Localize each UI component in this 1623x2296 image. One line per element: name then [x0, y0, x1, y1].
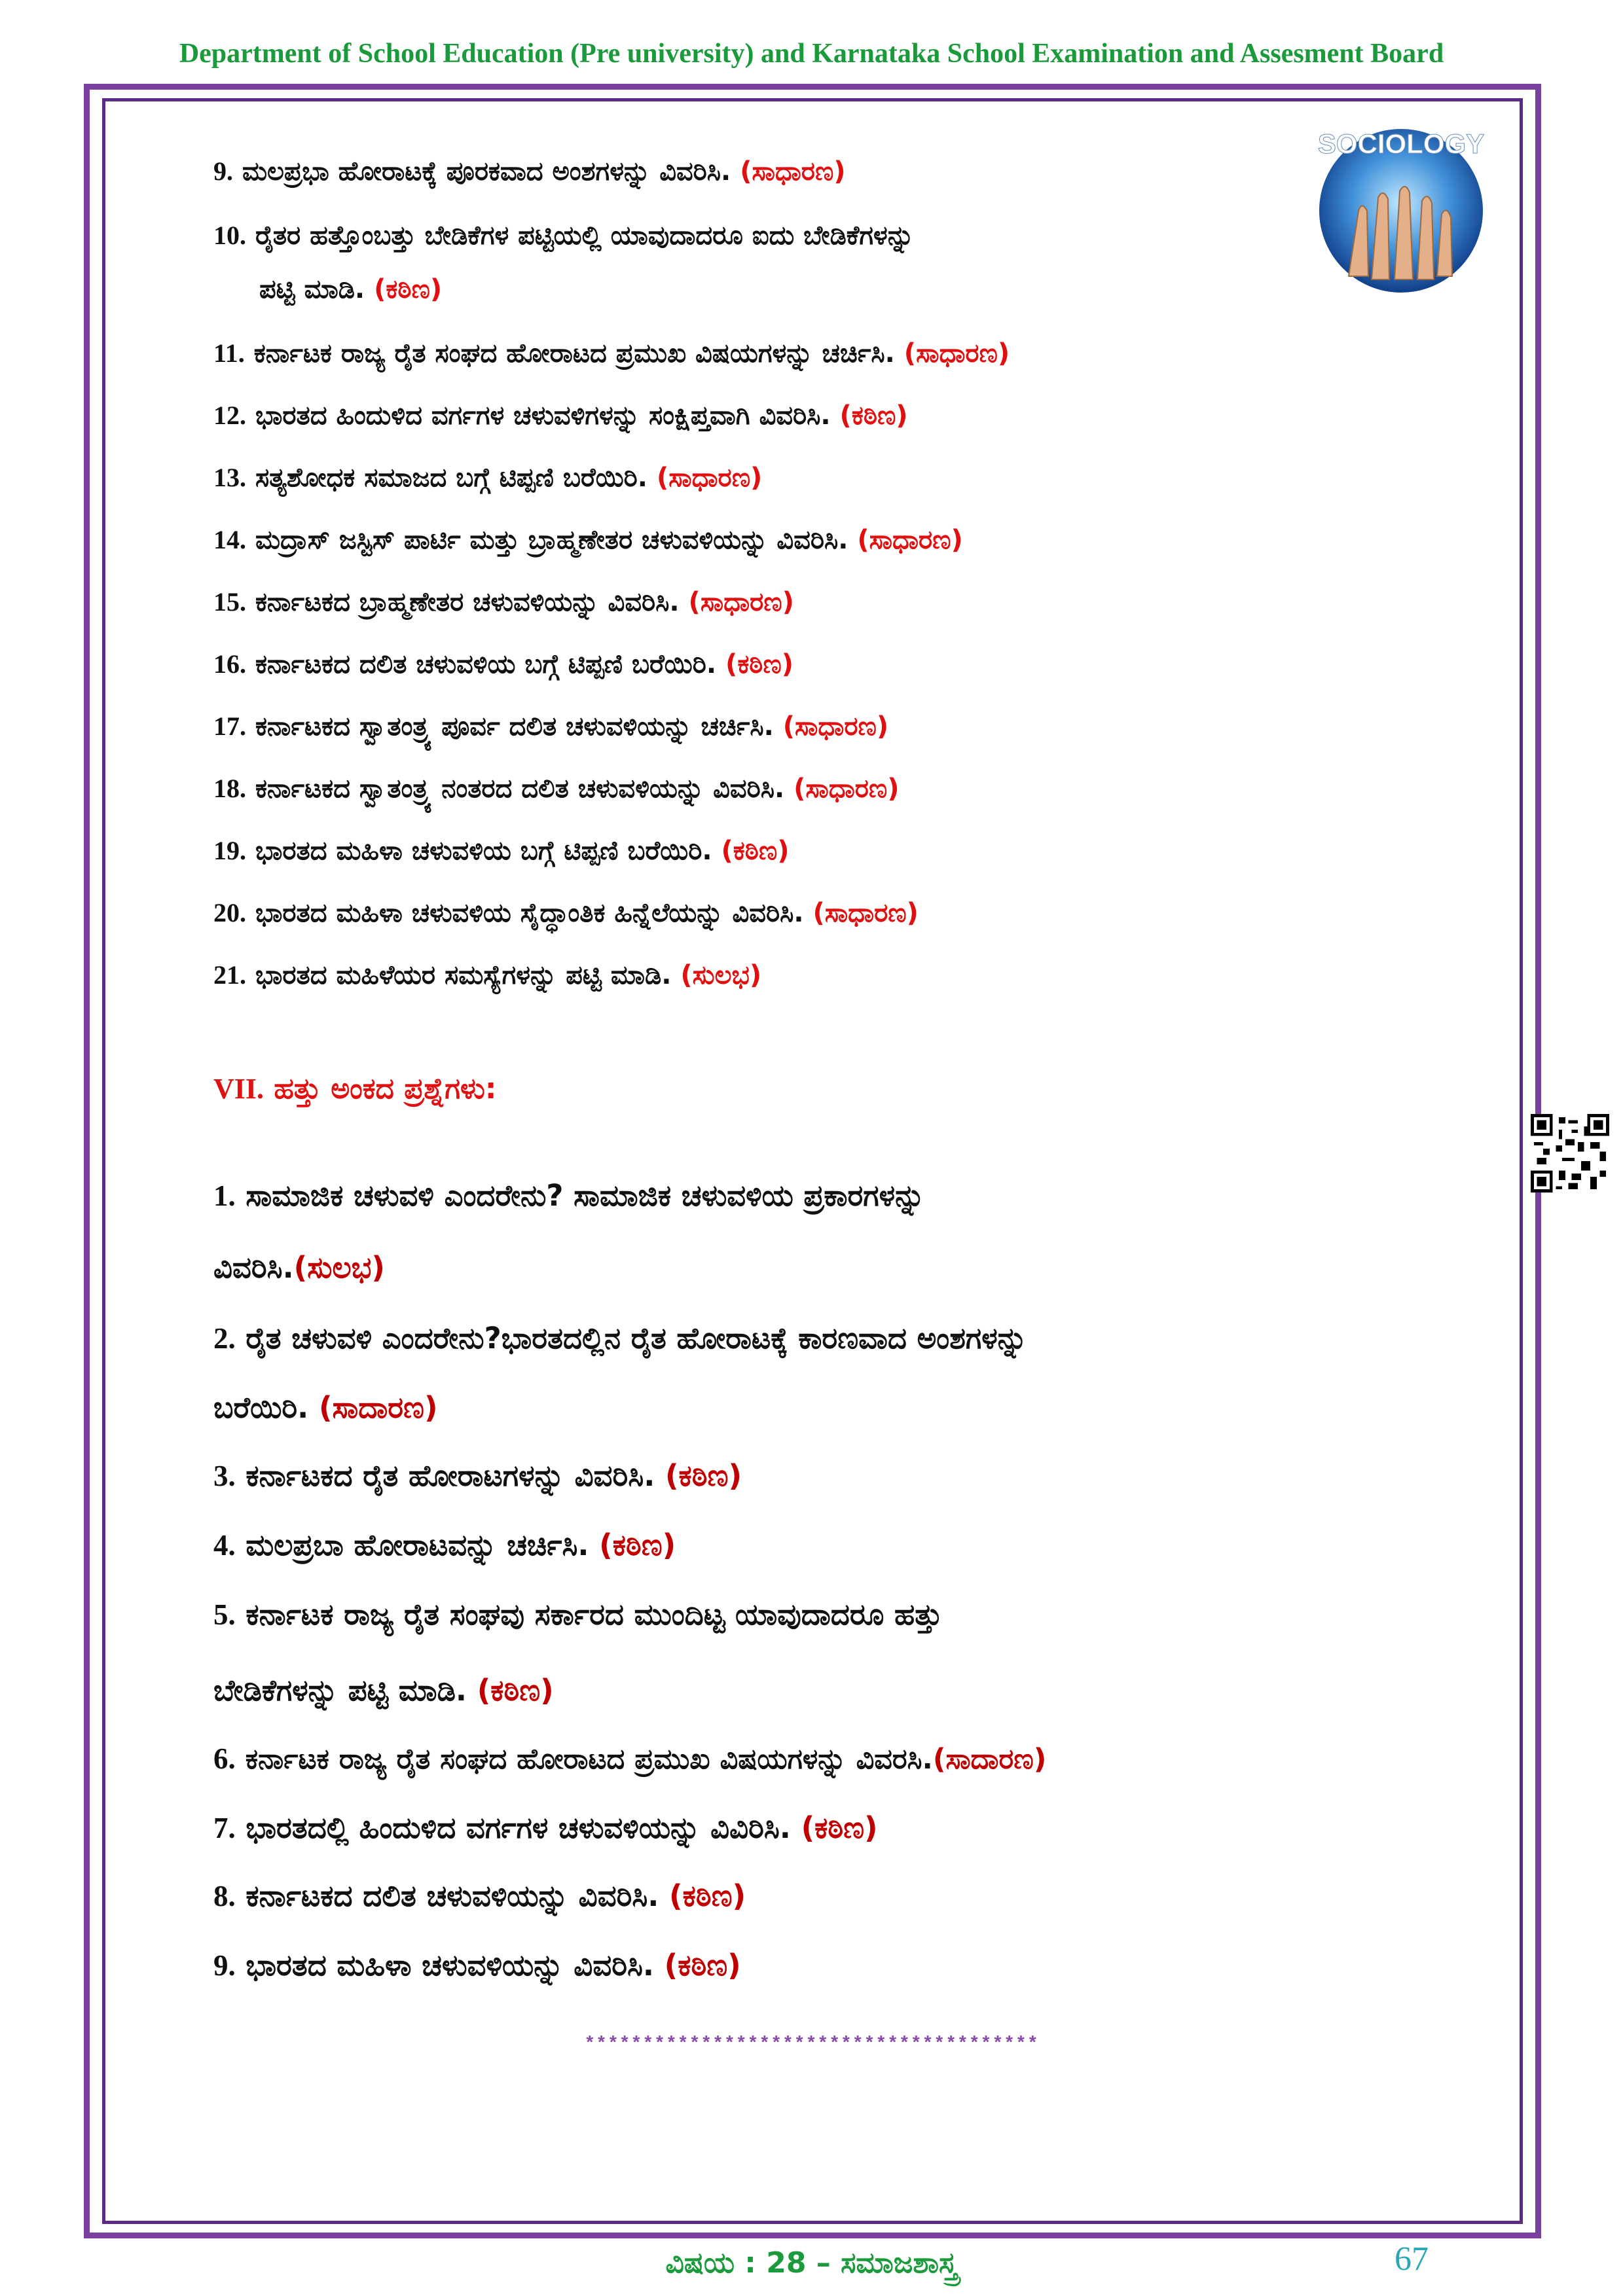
- ten-mark-question-7: 7. ಭಾರತದಲ್ಲಿ ಹಿಂದುಳಿದ ವರ್ಗಗಳ ಚಳುವಳಿಯನ್ನು ವಿವಿರಿಸಿ. (ಕಠಿಣ): [213, 1810, 878, 1845]
- question-13: 13. ಸತ್ಯಶೋಧಕ ಸಮಾಜದ ಬಗ್ಗೆ ಟಿಪ್ಪಣಿ ಬರೆಯಿರಿ. (ಸಾಧಾರಣ): [213, 463, 763, 493]
- sociology-logo: [1303, 113, 1499, 296]
- ten-mark-question-3: 3. ಕರ್ನಾಟಕದ ರೈತ ಹೋರಾಟಗಳನ್ನು ವಿವರಿಸಿ. (ಕಠಿಣ): [213, 1458, 742, 1493]
- difficulty-level: (ಸಾಧಾರಣ): [656, 463, 763, 493]
- difficulty-level: (ಸಾಧಾರಣ): [812, 898, 919, 928]
- difficulty-level: (ಕಠಿಣ): [599, 1528, 676, 1562]
- difficulty-level: (ಸಾಧಾರಣ): [740, 156, 846, 187]
- qr-code[interactable]: [1531, 1114, 1609, 1193]
- question-20: 20. ಭಾರತದ ಮಹಿಳಾ ಚಳುವಳಿಯ ಸೈದ್ಧಾಂತಿಕ ಹಿನ್ನೆಲೆಯನ್ನು ವಿವರಿಸಿ. (ಸಾಧಾರಣ): [213, 898, 919, 928]
- difficulty-level: (ಸುಲಭ): [293, 1250, 385, 1285]
- difficulty-level: (ಕಠಿಣ): [721, 836, 790, 866]
- difficulty-level: (ಸಾಧಾರಣ): [903, 338, 1010, 368]
- ten-mark-question-6: 6. ಕರ್ನಾಟಕ ರಾಜ್ಯ ರೈತ ಸಂಘದ ಹೋರಾಟದ ಪ್ರಮುಖ ವಿಷಯಗಳನ್ನು ವಿವರಸಿ.(ಸಾದಾರಣ): [213, 1742, 1047, 1776]
- ten-mark-question-1-continued: ವಿವರಿಸಿ.(ಸುಲಭ): [213, 1250, 385, 1285]
- question-11: 11. ಕರ್ನಾಟಕ ರಾಜ್ಯ ರೈತ ಸಂಘದ ಹೋರಾಟದ ಪ್ರಮುಖ ವಿಷಯಗಳನ್ನು ಚರ್ಚಿಸಿ. (ಸಾಧಾರಣ): [213, 338, 1010, 368]
- question-17: 17. ಕರ್ನಾಟಕದ ಸ್ವಾತಂತ್ರ್ಯ ಪೂರ್ವ ದಲಿತ ಚಳುವಳಿಯನ್ನು ಚರ್ಚಿಸಿ. (ಸಾಧಾರಣ): [213, 711, 889, 742]
- question-15: 15. ಕರ್ನಾಟಕದ ಬ್ರಾಹ್ಮಣೇತರ ಚಳುವಳಿಯನ್ನು ವಿವರಿಸಿ. (ಸಾಧಾರಣ): [213, 587, 794, 617]
- difficulty-level: (ಸುಲಭ): [680, 960, 762, 990]
- page-header: Department of School Education (Pre university) and Karnataka School Examination and Assesment Board: [179, 39, 1444, 69]
- logo-title: SOCIOLOGY: [1317, 128, 1485, 159]
- difficulty-level: (ಕಠಿಣ): [801, 1810, 878, 1845]
- question-18: 18. ಕರ್ನಾಟಕದ ಸ್ವಾತಂತ್ರ್ಯ ನಂತರದ ದಲಿತ ಚಳುವಳಿಯನ್ನು ವಿವರಿಸಿ. (ಸಾಧಾರಣ): [213, 774, 900, 804]
- ten-mark-question-5-continued: ಬೇಡಿಕೆಗಳನ್ನು ಪಟ್ಟಿ ಮಾಡಿ. (ಕಠಿಣ): [213, 1673, 554, 1708]
- difficulty-level: (ಸಾಧಾರಣ): [793, 774, 900, 804]
- difficulty-level: (ಸಾದಾರಣ): [318, 1390, 438, 1425]
- difficulty-level: (ಸಾಧಾರಣ): [688, 587, 794, 617]
- ten-mark-question-8: 8. ಕರ್ನಾಟಕದ ದಲಿತ ಚಳುವಳಿಯನ್ನು ವಿವರಿಸಿ. (ಕಠಿಣ): [213, 1878, 746, 1913]
- difficulty-level: (ಕಠಿಣ): [477, 1673, 554, 1708]
- question-9: 9. ಮಲಪ್ರಭಾ ಹೋರಾಟಕ್ಕೆ ಪೂರಕವಾದ ಅಂಶಗಳನ್ನು ವಿವರಿಸಿ. (ಸಾಧಾರಣ): [213, 156, 846, 187]
- difficulty-level: (ಕಠಿಣ): [664, 1948, 741, 1982]
- page-footer: ವಿಷಯ : 28 – ಸಮಾಜಶಾಸ್ತ್ರ: [665, 2246, 958, 2280]
- question-16: 16. ಕರ್ನಾಟಕದ ದಲಿತ ಚಳುವಳಿಯ ಬಗ್ಗೆ ಟಿಪ್ಪಣಿ ಬರೆಯಿರಿ. (ಕಠಿಣ): [213, 649, 794, 679]
- separator-stars: ***************************************: [584, 2034, 1039, 2054]
- question-19: 19. ಭಾರತದ ಮಹಿಳಾ ಚಳುವಳಿಯ ಬಗ್ಗೆ ಟಿಪ್ಪಣಿ ಬರೆಯಿರಿ. (ಕಠಿಣ): [213, 836, 790, 866]
- ten-mark-question-2-continued: ಬರೆಯಿರಿ. (ಸಾದಾರಣ): [213, 1390, 438, 1425]
- difficulty-level: (ಕಠಿಣ): [669, 1878, 746, 1913]
- ten-mark-question-9: 9. ಭಾರತದ ಮಹಿಳಾ ಚಳುವಳಿಯನ್ನು ವಿವರಿಸಿ. (ಕಠಿಣ): [213, 1948, 741, 1982]
- question-10-continued: ಪಟ್ಟಿ ಮಾಡಿ. (ಕಠಿಣ): [259, 274, 443, 304]
- ten-mark-question-2: 2. ರೈತ ಚಳುವಳಿ ಎಂದರೇನು?ಭಾರತದಲ್ಲಿನ ರೈತ ಹೋರಾಟಕ್ಕೆ ಕಾರಣವಾದ ಅಂಶಗಳನ್ನು: [213, 1321, 1028, 1355]
- section-heading: VII. ಹತ್ತು ಅಂಕದ ಪ್ರಶ್ನೆಗಳು:: [213, 1072, 497, 1105]
- difficulty-level: (ಸಾಧಾರಣ): [782, 711, 889, 742]
- ten-mark-question-5: 5. ಕರ್ನಾಟಕ ರಾಜ್ಯ ರೈತ ಸಂಘವು ಸರ್ಕಾರದ ಮುಂದಿಟ್ಟ ಯಾವುದಾದರೂ ಹತ್ತು: [213, 1597, 943, 1632]
- difficulty-level: (ಕಠಿಣ): [839, 401, 908, 431]
- difficulty-level: (ಸಾಧಾರಣ): [857, 525, 963, 555]
- ten-mark-question-4: 4. ಮಲಪ್ರಬಾ ಹೋರಾಟವನ್ನು ಚರ್ಚಿಸಿ. (ಕಠಿಣ): [213, 1528, 676, 1562]
- page-number: 67: [1395, 2240, 1429, 2278]
- question-21: 21. ಭಾರತದ ಮಹಿಳೆಯರ ಸಮಸ್ಯೆಗಳನ್ನು ಪಟ್ಟಿ ಮಾಡಿ. (ಸುಲಭ): [213, 960, 762, 990]
- difficulty-level: (ಕಠಿಣ): [374, 274, 443, 304]
- question-14: 14. ಮದ್ರಾಸ್ ಜಸ್ಟಿಸ್ ಪಾರ್ಟಿ ಮತ್ತು ಬ್ರಾಹ್ಮಣೇತರ ಚಳುವಳಿಯನ್ನು ವಿವರಿಸಿ. (ಸಾಧಾರಣ): [213, 525, 963, 555]
- difficulty-level: (ಕಠಿಣ): [665, 1458, 742, 1493]
- ten-mark-question-1: 1. ಸಾಮಾಜಿಕ ಚಳುವಳಿ ಎಂದರೇನು? ಸಾಮಾಜಿಕ ಚಳುವಳಿಯ ಪ್ರಕಾರಗಳನ್ನು: [213, 1178, 925, 1213]
- question-10: 10. ರೈತರ ಹತ್ತೊಂಬತ್ತು ಬೇಡಿಕೆಗಳ ಪಟ್ಟಿಯಲ್ಲಿ ಯಾವುದಾದರೂ ಐದು ಬೇಡಿಕೆಗಳನ್ನು: [213, 221, 915, 251]
- difficulty-level: (ಸಾದಾರಣ): [932, 1743, 1047, 1776]
- question-12: 12. ಭಾರತದ ಹಿಂದುಳಿದ ವರ್ಗಗಳ ಚಳುವಳಿಗಳನ್ನು ಸಂಕ್ಷಿಪ್ತವಾಗಿ ವಿವರಿಸಿ. (ಕಠಿಣ): [213, 401, 908, 431]
- difficulty-level: (ಕಠಿಣ): [725, 649, 794, 679]
